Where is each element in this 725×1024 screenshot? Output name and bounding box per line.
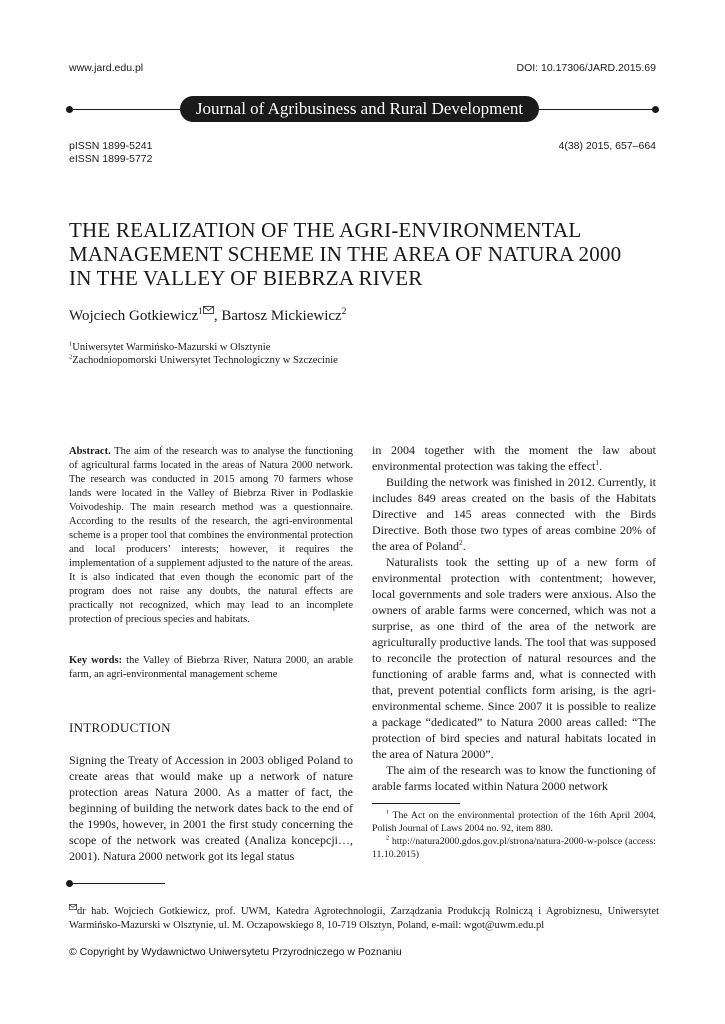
correspondence-text: dr hab. Wojciech Gotkiewicz, prof. UWM, Katedra Agrotechnologii, Zarządzania Produkcją Rolniczą i Agrobiznesu, Uniwersytet Warmińsko-Mazurski w Olsztynie, ul. M. Oczapowskiego 8, 10-719 Olsztyn, Poland, e-mail: wgot@uwm.edu.pl bbox=[69, 906, 659, 931]
paragraph: Naturalists took the setting up of a new form of environmental protection with contentment; however, local governments and sole traders were anxious. Also the owners of arable farms were concerned, which was not a surprise, as one third of the area of the network are agriculturally productive lands. The tool that was supposed to reconcile the protection of natural resources and the functioning of arable farms and, what is connected with that, prevent potential conflicts form arising, is the agri-environmental scheme. Since 2007 it is possible to realize a package “dedicated” to Natura 2000 areas called: “The protection of bird species and natural habitats located in the area of Natura 2000”. bbox=[372, 555, 656, 761]
paragraph-end: . bbox=[462, 539, 466, 553]
eissn: eISSN 1899-5772 bbox=[69, 153, 153, 165]
affiliation-sup: 1 bbox=[69, 340, 73, 348]
affiliation-text: Zachodniopomorski Uniwersytet Technologiczny w Szczecinie bbox=[72, 355, 338, 366]
author-name: Wojciech Gotkiewicz bbox=[69, 308, 199, 324]
abstract bbox=[69, 445, 353, 627]
footnote-rule bbox=[372, 803, 460, 804]
title-line: THE REALIZATION OF THE AGRI-ENVIRONMENTAL bbox=[69, 218, 582, 242]
paragraph-text: Building the network was finished in 2012. Currently, it includes 849 areas created on the basis of the Habitats Directive and 145 areas connected with the Birds Directive. Both those two types of areas combine 20% of the area of Poland bbox=[372, 475, 656, 553]
paragraph: The aim of the research was to know the functioning of arable farms located within Natura 2000 network bbox=[372, 763, 656, 793]
paragraph-text: in 2004 together with the moment the law about environmental protection was taking the effect bbox=[372, 443, 656, 473]
footnote-text: The Act on the environmental protection of the 16th April 2004, Polish Journal of Laws 2004 no. 92, item 880. bbox=[372, 810, 656, 834]
doi: DOI: 10.17306/JARD.2015.69 bbox=[516, 62, 656, 74]
journal-name-banner: Journal of Agribusiness and Rural Development bbox=[180, 96, 539, 122]
right-column-text bbox=[372, 442, 656, 794]
keywords-text: the Valley of Biebrza River, Natura 2000, an arable farm, an agri-environmental management scheme bbox=[69, 655, 354, 680]
affiliation-sup: 2 bbox=[69, 353, 73, 361]
footnote-sup: 2 bbox=[386, 835, 390, 842]
paragraph bbox=[372, 474, 656, 554]
footnote bbox=[372, 835, 656, 861]
intro-paragraph bbox=[69, 752, 353, 864]
footnotes bbox=[372, 809, 656, 861]
affiliation bbox=[69, 341, 338, 354]
footnote-ref: 2 bbox=[458, 538, 463, 547]
rule-dot-right bbox=[652, 106, 659, 113]
affiliation-text: Uniwersytet Warmińsko-Mazurski w Olsztynie bbox=[72, 342, 271, 353]
footnote bbox=[372, 809, 656, 835]
envelope-icon bbox=[69, 906, 77, 917]
author-affil-sup: 1 bbox=[198, 307, 203, 317]
author-separator: , bbox=[213, 308, 222, 324]
copyright: © Copyright by Wydawnictwo Uniwersytetu Przyrodniczego w Poznaniu bbox=[69, 946, 402, 958]
footnote-ref: 1 bbox=[595, 458, 600, 467]
section-heading-introduction: INTRODUCTION bbox=[69, 720, 171, 735]
pissn: pISSN 1899-5241 bbox=[69, 140, 153, 152]
paragraph bbox=[372, 442, 656, 474]
paragraph: Signing the Treaty of Accession in 2003 obliged Poland to create areas that would make up a network of nature protection areas Natura 2000. As a matter of fact, the beginning of building the network dates back to the end of the 1990s, however, in 2001 the first study concerning the scope of the network was created (Analiza koncepcji…, 2001). Natura 2000 network got its legal status bbox=[69, 753, 353, 863]
title-line: IN THE VALLEY OF BIEBRZA RIVER bbox=[69, 266, 423, 290]
authors bbox=[69, 306, 346, 325]
footnote-text: http://natura2000.gdos.gov.pl/strona/natura-2000-w-polsce (access: 11.10.2015) bbox=[372, 836, 656, 860]
issn-block bbox=[69, 140, 152, 166]
journal-website: www.jard.edu.pl bbox=[69, 62, 144, 74]
author-name: Bartosz Mickiewicz bbox=[221, 308, 342, 324]
abstract-text: The aim of the research was to analyse the functioning of agricultural farms located in the areas of Natura 2000 network. The research was conducted in 2015 among 70 farmers whose lands were located in the Valley of Biebrza River in Podlaskie Voivodeship. The main research method was a questionnaire. According to the results of the research, the agri-environmental scheme is a proper tool that combines the environmental protection and local producers’ interests; however, it requires the implementation of a supplement adjusted to the nature of the areas. It is also indicated that even though the economic part of the program does not raise any doubts, the natural effects are practically not recognized, which may lead to an incomplete protection of precious species and habitats. bbox=[69, 446, 353, 625]
footer-rule bbox=[70, 883, 165, 884]
affiliations bbox=[69, 341, 338, 367]
issue-info: 4(38) 2015, 657–664 bbox=[558, 140, 656, 152]
title-line: MANAGEMENT SCHEME IN THE AREA OF NATURA 2000 bbox=[69, 242, 622, 266]
envelope-icon bbox=[203, 308, 214, 324]
footnote-sup: 1 bbox=[386, 809, 390, 816]
abstract-label: Abstract. bbox=[69, 446, 111, 457]
correspondence bbox=[69, 904, 659, 933]
affiliation bbox=[69, 354, 338, 367]
keywords bbox=[69, 654, 353, 682]
keywords-label: Key words: bbox=[69, 655, 123, 666]
paragraph-end: . bbox=[599, 459, 603, 473]
article-title bbox=[69, 218, 669, 290]
author-affil-sup: 2 bbox=[341, 307, 347, 317]
